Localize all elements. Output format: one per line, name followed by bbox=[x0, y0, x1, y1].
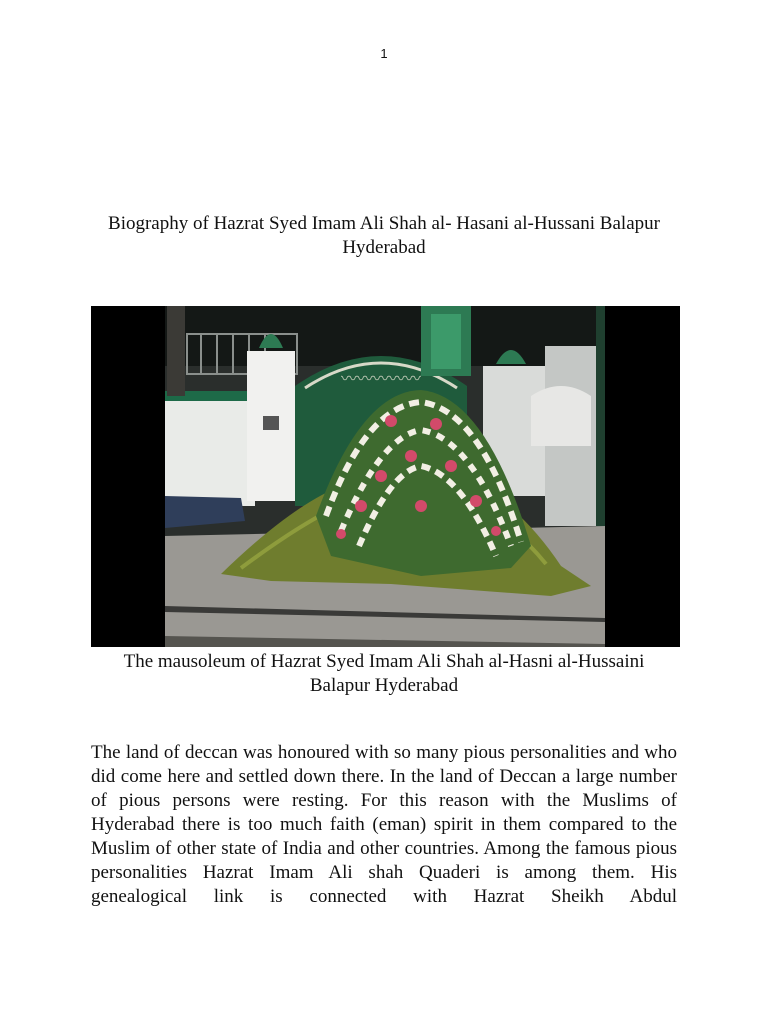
page-number: 1 bbox=[380, 46, 388, 61]
body-paragraph: The land of deccan was honoured with so many pious personalities and who did come here and settled down there. In the land of Deccan a large number of pious persons were resting. For this reason with the Muslims of Hyderabad there is too much faith (eman) spirit in them compared to the Muslim of other state of India and other countries. Among the famous pious personalities Hazrat Imam Ali shah Quaderi is among them. His genealogical link is connected with Hazrat Sheikh Abdul bbox=[91, 742, 677, 907]
svg-text:〰〰〰〰〰: 〰〰〰〰〰 bbox=[340, 369, 422, 388]
document-title bbox=[80, 212, 688, 260]
mausoleum-photo-illustration bbox=[91, 306, 680, 647]
title-line-2: Hyderabad bbox=[342, 237, 426, 258]
caption-line-1: The mausoleum of Hazrat Syed Imam Ali Shah al-Hasni al-Hussaini bbox=[123, 651, 645, 672]
mausoleum-photo bbox=[91, 306, 680, 647]
caption-line-2: Balapur Hyderabad bbox=[309, 675, 459, 696]
title-line-1: Biography of Hazrat Syed Imam Ali Shah al- Hasani al-Hussani Balapur bbox=[108, 213, 660, 234]
photo-caption bbox=[80, 650, 688, 698]
